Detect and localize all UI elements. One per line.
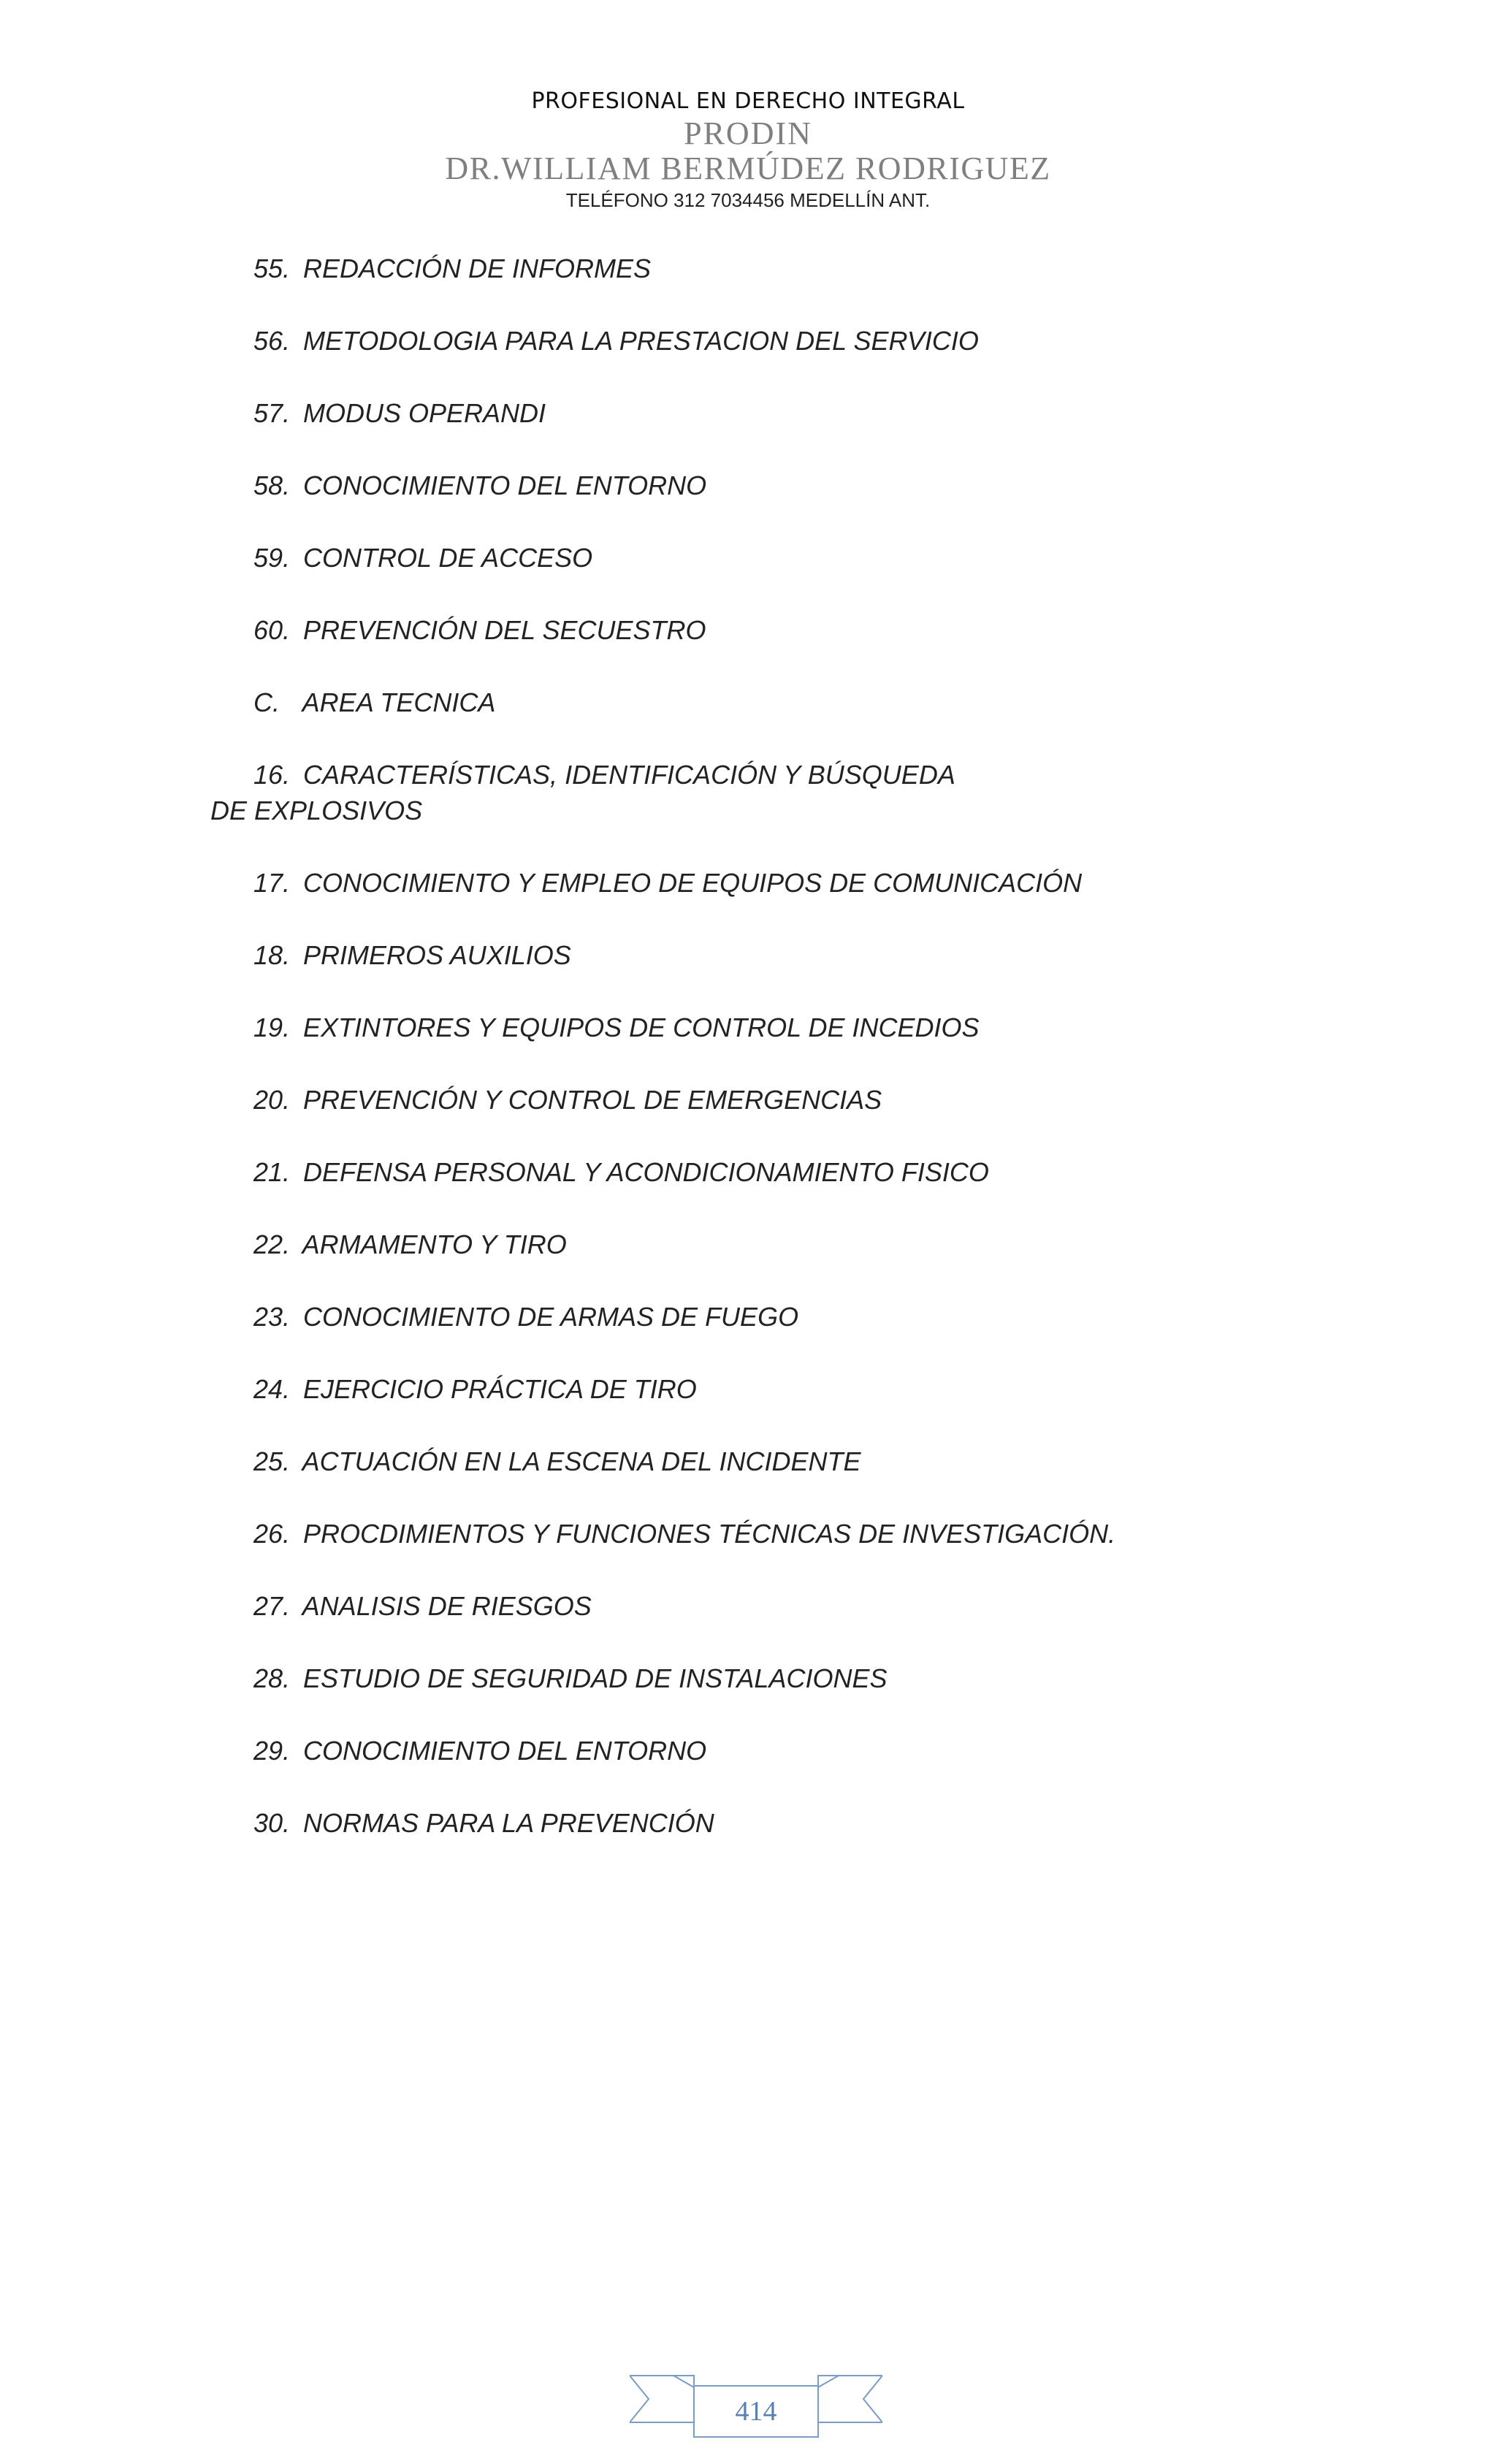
list-item	[253, 1517, 1115, 1552]
header-phone: TELÉFONO 312 7034456 MEDELLÍN ANT.	[565, 189, 931, 211]
list-item	[253, 1589, 592, 1624]
item-number: 23.	[253, 1302, 291, 1332]
list-item	[253, 541, 592, 576]
header-name: DR.WILLIAM BERMÚDEZ RODRIGUEZ	[445, 150, 1051, 186]
item-number: 29.	[253, 1736, 291, 1766]
list-item	[253, 613, 706, 648]
item-number: 57.	[253, 398, 291, 428]
item-text: CONTROL DE ACCESO	[303, 543, 593, 573]
list-item	[253, 1733, 706, 1769]
item-number: 26.	[253, 1519, 291, 1549]
item-number: 18.	[253, 940, 291, 970]
item-number: 28.	[253, 1663, 291, 1693]
item-number: 25.	[253, 1446, 291, 1476]
header-acronym: PRODIN	[684, 115, 812, 151]
list-item	[253, 468, 706, 503]
list-item	[253, 251, 651, 286]
list-item	[253, 1083, 882, 1118]
list-item	[253, 1806, 714, 1841]
item-number: 55.	[253, 253, 291, 283]
header-profession: PROFESIONAL EN DERECHO INTEGRAL	[531, 88, 965, 114]
list-item	[253, 324, 979, 359]
item-text: ARMAMENTO Y TIRO	[302, 1229, 567, 1259]
page-number-ribbon	[630, 2367, 882, 2440]
list-item	[253, 1010, 980, 1045]
section-title: AREA TECNICA	[302, 687, 496, 717]
item-number: 17.	[253, 868, 291, 898]
page-header	[0, 86, 1496, 213]
item-number: 22.	[253, 1229, 291, 1259]
item-text: EJERCICIO PRÁCTICA DE TIRO	[303, 1374, 697, 1404]
item-text: METODOLOGIA PARA LA PRESTACION DEL SERVICIO	[303, 326, 979, 356]
item-text: ACTUACIÓN EN LA ESCENA DEL INCIDENTE	[302, 1446, 861, 1476]
item-number: 27.	[253, 1591, 291, 1621]
list-item	[253, 1300, 798, 1335]
item-number: 30.	[253, 1808, 291, 1838]
item-number: 60.	[253, 615, 291, 645]
item-text: PROCDIMIENTOS Y FUNCIONES TÉCNICAS DE INVESTIGACIÓN.	[303, 1519, 1116, 1549]
list-item	[253, 1661, 888, 1696]
item-text: NORMAS PARA LA PREVENCIÓN	[303, 1808, 714, 1838]
item-text: DEFENSA PERSONAL Y ACONDICIONAMIENTO FISICO	[303, 1157, 989, 1187]
section-heading	[253, 685, 495, 720]
list-item	[253, 396, 546, 431]
item-number: 21.	[253, 1157, 291, 1187]
item-text: CONOCIMIENTO DEL ENTORNO	[303, 1736, 707, 1766]
list-item	[253, 1227, 567, 1262]
item-text: REDACCIÓN DE INFORMES	[303, 253, 652, 283]
item-text: CONOCIMIENTO DEL ENTORNO	[303, 470, 707, 500]
list-item	[253, 758, 955, 793]
list-item	[253, 866, 1082, 901]
item-number: 58.	[253, 470, 291, 500]
item-number: 19.	[253, 1012, 291, 1042]
item-number: 20.	[253, 1085, 291, 1115]
item-text: CONOCIMIENTO Y EMPLEO DE EQUIPOS DE COMUNICACIÓN	[303, 868, 1083, 898]
item-text: CARACTERÍSTICAS, IDENTIFICACIÓN Y BÚSQUEDA	[303, 760, 955, 790]
item-text: EXTINTORES Y EQUIPOS DE CONTROL DE INCEDIOS	[303, 1012, 980, 1042]
item-number: 59.	[253, 543, 291, 573]
item-number: 16.	[253, 760, 291, 790]
item-number: 24.	[253, 1374, 291, 1404]
page-number: 414	[735, 2396, 777, 2427]
item-text: ESTUDIO DE SEGURIDAD DE INSTALACIONES	[303, 1663, 888, 1693]
item-text: PREVENCIÓN DEL SECUESTRO	[303, 615, 706, 645]
list-item	[253, 938, 571, 973]
item-continuation: DE EXPLOSIVOS	[210, 796, 423, 825]
item-text: ANALISIS DE RIESGOS	[302, 1591, 592, 1621]
item-number: 56.	[253, 326, 291, 356]
item-text: PRIMEROS AUXILIOS	[303, 940, 571, 970]
section-letter: C.	[253, 687, 280, 717]
item-text: PREVENCIÓN Y CONTROL DE EMERGENCIAS	[303, 1085, 882, 1115]
list-item	[253, 1372, 697, 1407]
item-text: CONOCIMIENTO DE ARMAS DE FUEGO	[303, 1302, 799, 1332]
list-item	[253, 1155, 989, 1190]
item-text: MODUS OPERANDI	[303, 398, 546, 428]
list-item	[253, 1444, 861, 1479]
